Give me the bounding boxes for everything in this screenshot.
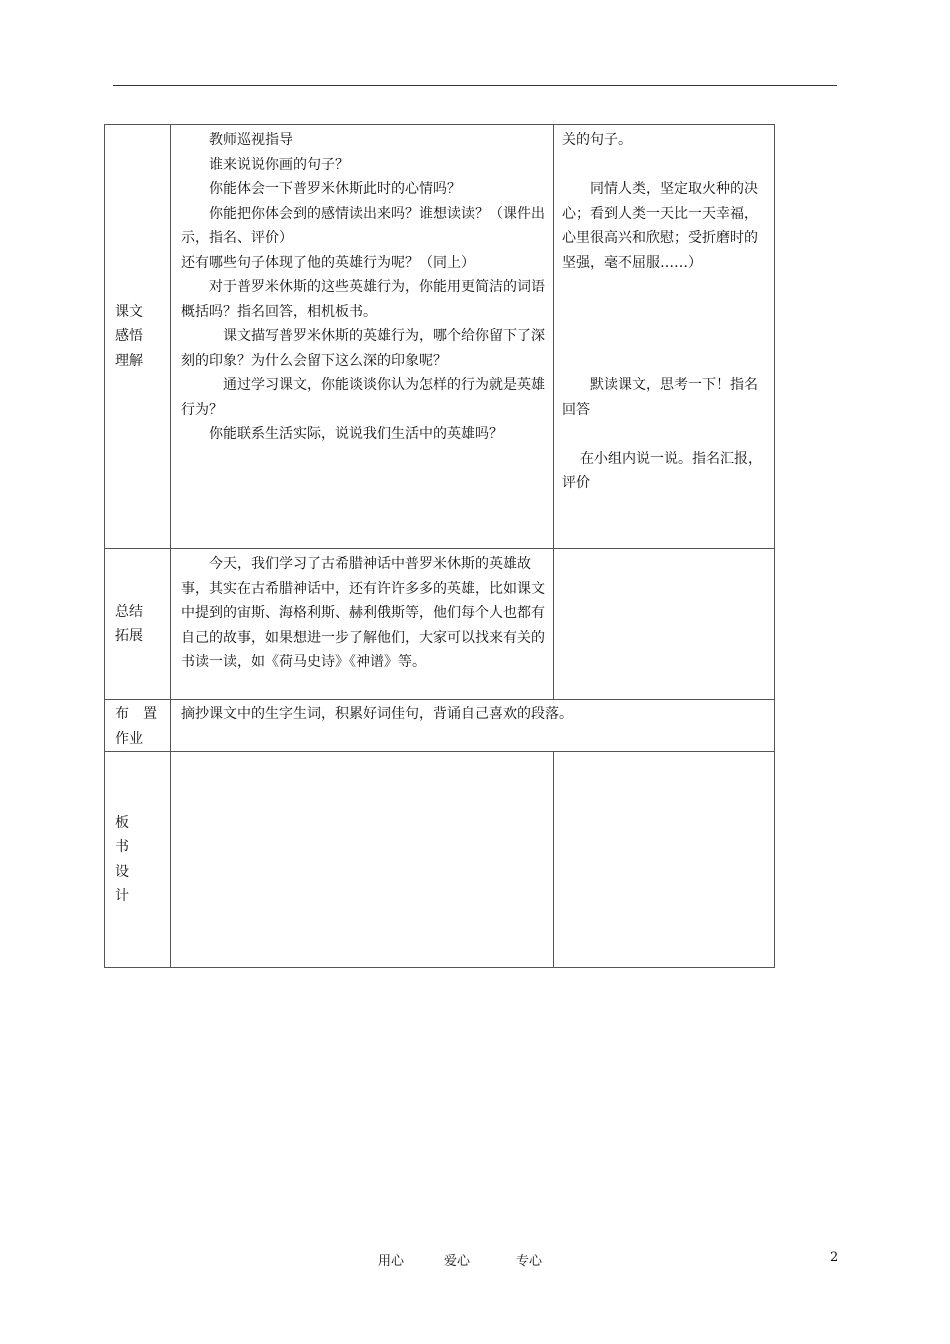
homework-text-cell xyxy=(171,700,775,752)
teacher-line: 你能体会一下普罗米休斯此时的心情吗？ xyxy=(209,181,461,197)
student-line: 在小组内说一说。指名汇报，评价 xyxy=(562,450,762,491)
row-summary xyxy=(105,549,775,700)
summary-text-cell xyxy=(171,549,554,700)
label-understanding xyxy=(105,125,171,549)
teacher-line: 你能把你体会到的感情读出来吗？谁想读读？（课件出示，指名、评价） xyxy=(181,205,545,246)
footer-word: 专心 xyxy=(516,1254,543,1269)
label-line: 书 xyxy=(115,839,129,855)
label-line: 布 置 xyxy=(115,706,157,722)
student-activity xyxy=(554,125,775,549)
label-line: 感悟 xyxy=(115,328,143,345)
label-line: 计 xyxy=(115,888,129,904)
teacher-line: 课文描写普罗米休斯的英雄行为，哪个给你留下了深刻的印象？为什么会留下这么深的印象呢？ xyxy=(181,328,545,369)
page-number: 2 xyxy=(830,1250,839,1265)
lesson-plan-table xyxy=(104,124,775,968)
student-line: 同情人类，坚定取火种的决心；看到人类一天比一天幸福，心里很高兴和欣慰；受折磨时的坚强，毫不屈服……） xyxy=(562,181,758,271)
footer-word: 用心 xyxy=(378,1254,405,1269)
label-summary xyxy=(105,549,171,700)
teacher-line: 通过学习课文，你能谈谈你认为怎样的行为就是英雄行为？ xyxy=(181,377,545,418)
teacher-line: 谁来说说你画的句子？ xyxy=(209,156,349,173)
label-line: 设 xyxy=(115,863,129,880)
label-line: 板 xyxy=(115,814,129,831)
teacher-line: 教师巡视指导 xyxy=(209,132,293,148)
board-design-cell xyxy=(171,752,554,968)
homework-text: 摘抄课文中的生字生词，积累好词佳句，背诵自己喜欢的段落。 xyxy=(181,706,573,722)
footer-word: 爱心 xyxy=(444,1254,471,1269)
teacher-activity xyxy=(171,125,554,549)
label-line: 课文 xyxy=(115,303,143,320)
label-board xyxy=(105,752,171,968)
teacher-line: 还有哪些句子体现了他的英雄行为呢？（同上） xyxy=(181,254,475,271)
student-line: 默读课文，思考一下！指名回答 xyxy=(562,377,758,418)
summary-student-cell xyxy=(554,549,775,700)
row-board xyxy=(105,752,775,968)
header-rule xyxy=(113,85,837,86)
label-line: 拓展 xyxy=(115,628,143,644)
label-homework xyxy=(105,700,171,752)
teacher-line: 对于普罗米休斯的这些英雄行为，你能用更简洁的词语概括吗？指名回答，相机板书。 xyxy=(181,279,545,320)
summary-text: 今天，我们学习了古希腊神话中普罗米休斯的英雄故事，其实在古希腊神话中，还有许许多多的英雄，比如课文中提到的宙斯、海格利斯、赫利俄斯等，他们每个人也都有自己的故事，如果想进一步了解他们，大家可以找来有关的书读一读，如《荷马史诗》《神谱》等。 xyxy=(181,556,545,670)
row-homework xyxy=(105,700,775,752)
student-line: 关的句子。 xyxy=(562,132,632,148)
row-understanding xyxy=(105,125,775,549)
label-line: 总结 xyxy=(115,603,143,620)
label-line: 作业 xyxy=(115,730,143,747)
label-line: 理解 xyxy=(115,352,143,369)
board-notes-cell xyxy=(554,752,775,968)
teacher-line: 你能联系生活实际，说说我们生活中的英雄吗？ xyxy=(209,426,503,442)
